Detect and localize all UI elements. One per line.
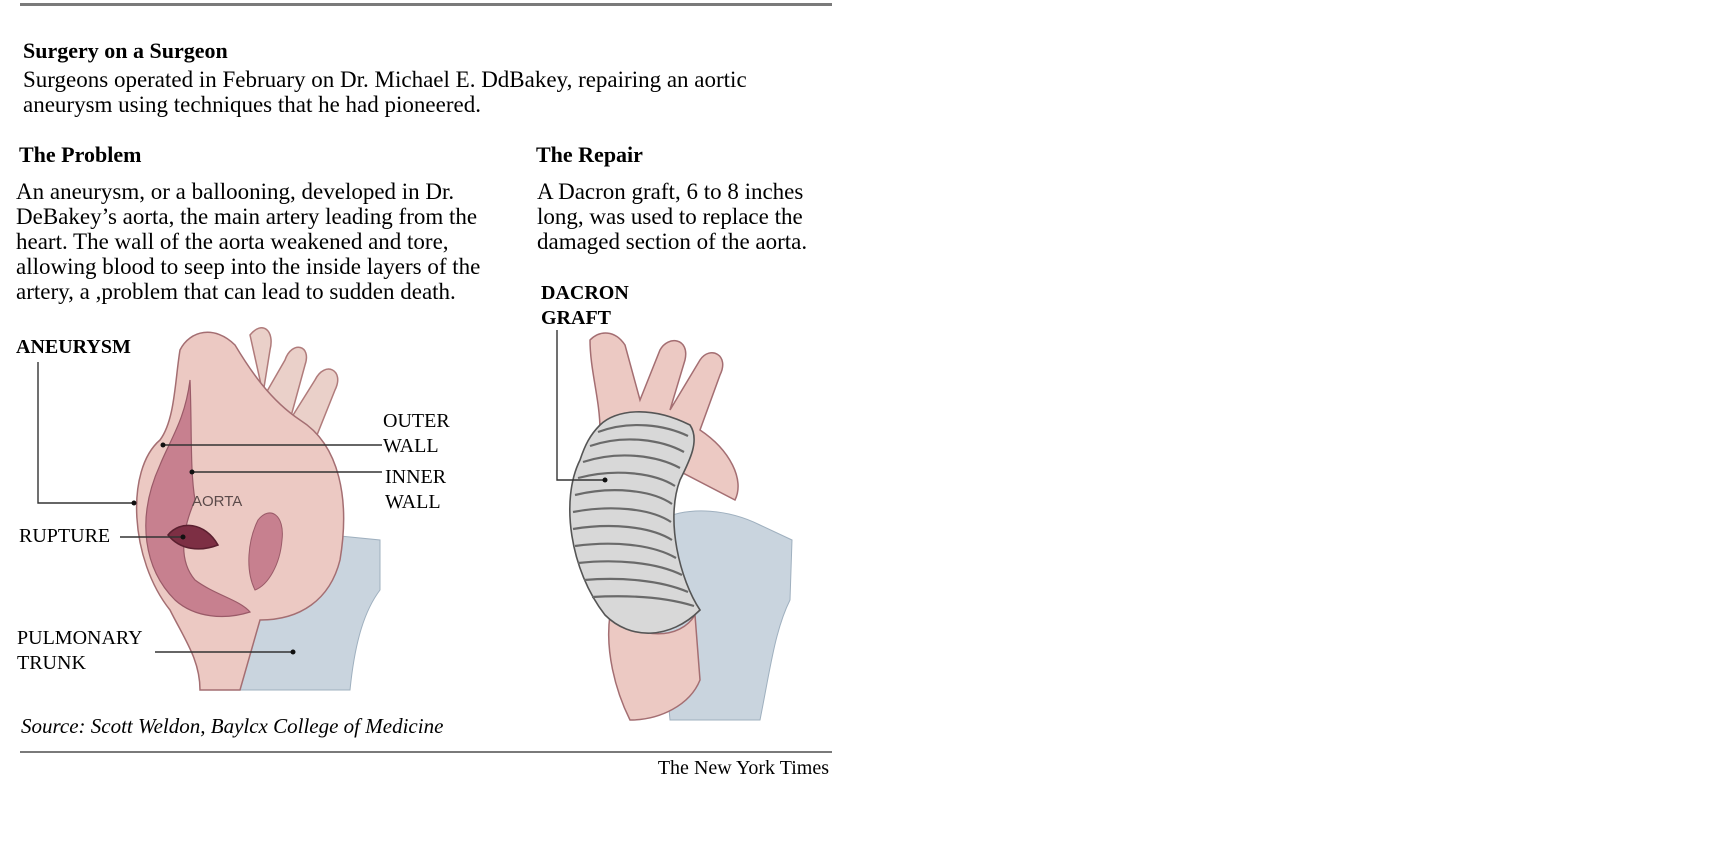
outer-wall-label: OUTER WALL xyxy=(383,410,450,457)
outer-wall-dot xyxy=(161,443,166,448)
graft-illustration xyxy=(557,330,792,720)
rupture-dot xyxy=(181,535,186,540)
dacron-graft-label: DACRON GRAFT xyxy=(541,282,629,329)
bottom-rule xyxy=(20,751,832,753)
repair-body: A Dacron graft, 6 to 8 inches long, was used to replace the damaged section of the aorta. xyxy=(537,179,808,254)
inner-wall-dot xyxy=(190,470,195,475)
publisher-credit: The New York Times xyxy=(657,757,829,779)
problem-body: An aneurysm, or a ballooning, developed in Dr. DeBakey’s aorta, the main artery leading from the heart. The wall of the aorta weakened and tore, allowing blood to seep into the inside layers of the artery, a ,problem that can lead to sudden death. xyxy=(16,179,481,304)
aneurysm-label: ANEURYSM xyxy=(16,336,131,358)
inner-wall-label: INNER WALL xyxy=(385,466,447,513)
aneurysm-leader-line xyxy=(38,362,132,503)
repair-heading: The Repair xyxy=(536,142,643,167)
pulmonary-trunk-label: PULMONARY TRUNK xyxy=(17,627,143,674)
deck-text: Surgeons operated in February on Dr. Michael E. DdBakey, repairing an aortic aneurysm using techniques that he had pioneered. xyxy=(23,67,747,117)
graft-dot xyxy=(603,478,608,483)
aneurysm-dot xyxy=(132,501,137,506)
pulmonary-dot xyxy=(291,650,296,655)
headline: Surgery on a Surgeon xyxy=(23,38,228,63)
problem-heading: The Problem xyxy=(19,142,142,167)
aorta-label: AORTA xyxy=(192,493,243,510)
rupture-label: RUPTURE xyxy=(19,525,111,547)
source-credit: Source: Scott Weldon, Baylcx College of Medicine xyxy=(21,714,444,738)
